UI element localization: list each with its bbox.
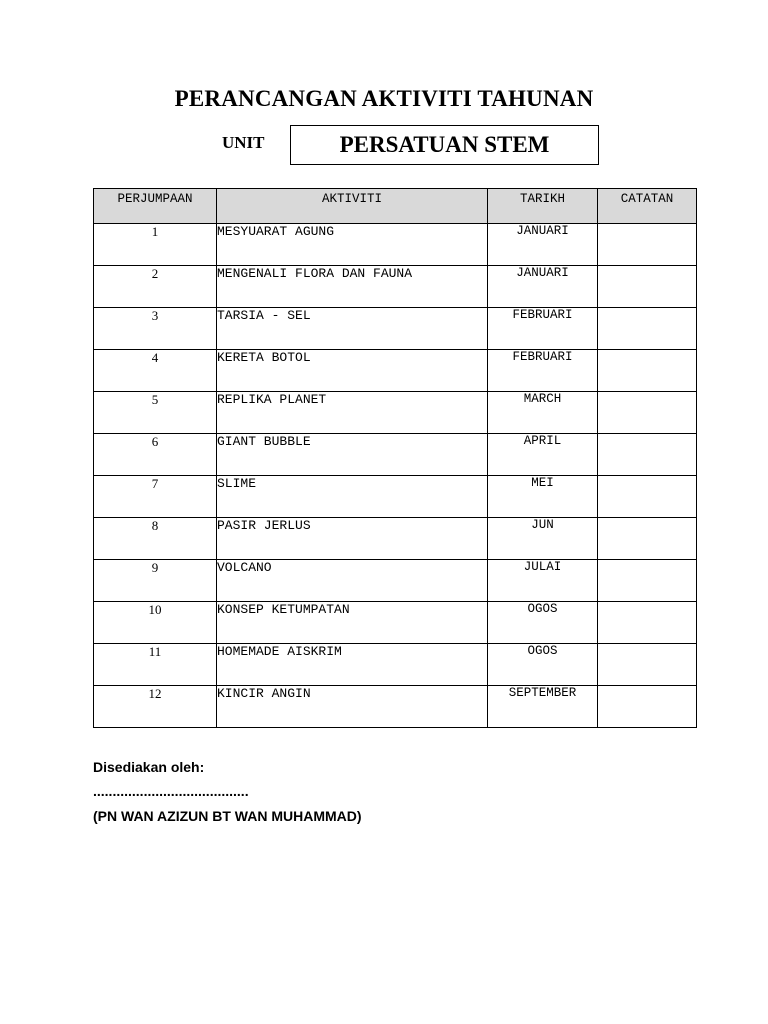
header-tarikh: TARIKH [488, 189, 598, 224]
meeting-number: 5 [94, 392, 217, 434]
table-header-row [94, 189, 697, 224]
meeting-number: 2 [94, 266, 217, 308]
activity-name: REPLIKA PLANET [217, 392, 488, 434]
activity-name: SLIME [217, 476, 488, 518]
meeting-number: 9 [94, 560, 217, 602]
activity-name: GIANT BUBBLE [217, 434, 488, 476]
activity-note [598, 266, 697, 308]
table-row [94, 350, 697, 392]
table-row [94, 266, 697, 308]
table-row [94, 434, 697, 476]
table-row [94, 686, 697, 728]
header-catatan: CATATAN [598, 189, 697, 224]
activity-note [598, 350, 697, 392]
meeting-number: 11 [94, 644, 217, 686]
signature-line: ........................................ [93, 783, 249, 799]
meeting-number: 10 [94, 602, 217, 644]
unit-name: PERSATUAN STEM [339, 132, 550, 157]
prepared-by-label: Disediakan oleh: [93, 759, 205, 775]
activity-date: MARCH [488, 392, 598, 434]
activity-date: OGOS [488, 602, 598, 644]
activity-date: JULAI [488, 560, 598, 602]
activity-name: TARSIA - SEL [217, 308, 488, 350]
activity-note [598, 560, 697, 602]
activity-date: JUN [488, 518, 598, 560]
activity-plan-table [93, 188, 697, 728]
meeting-number: 3 [94, 308, 217, 350]
activity-note [598, 224, 697, 266]
activity-date: MEI [488, 476, 598, 518]
page-title: PERANCANGAN AKTIVITI TAHUNAN [174, 86, 594, 111]
activity-date: SEPTEMBER [488, 686, 598, 728]
unit-label: UNIT [222, 133, 265, 152]
table-row [94, 560, 697, 602]
meeting-number: 4 [94, 350, 217, 392]
activity-name: MESYUARAT AGUNG [217, 224, 488, 266]
table-row [94, 308, 697, 350]
table-row [94, 392, 697, 434]
preparer-name: (PN WAN AZIZUN BT WAN MUHAMMAD) [93, 808, 362, 824]
activity-note [598, 434, 697, 476]
activity-date: OGOS [488, 644, 598, 686]
table-row [94, 602, 697, 644]
activity-note [598, 476, 697, 518]
activity-date: JANUARI [488, 224, 598, 266]
activity-note [598, 644, 697, 686]
activity-name: KERETA BOTOL [217, 350, 488, 392]
unit-name-box [290, 125, 599, 165]
activity-name: PASIR JERLUS [217, 518, 488, 560]
table-row [94, 224, 697, 266]
meeting-number: 6 [94, 434, 217, 476]
activity-date: APRIL [488, 434, 598, 476]
activity-date: JANUARI [488, 266, 598, 308]
table-row [94, 644, 697, 686]
activity-note [598, 518, 697, 560]
meeting-number: 8 [94, 518, 217, 560]
activity-name: VOLCANO [217, 560, 488, 602]
header-aktiviti: AKTIVITI [217, 189, 488, 224]
meeting-number: 7 [94, 476, 217, 518]
table-row [94, 476, 697, 518]
table-row [94, 518, 697, 560]
activity-note [598, 308, 697, 350]
activity-date: FEBRUARI [488, 350, 598, 392]
activity-name: KONSEP KETUMPATAN [217, 602, 488, 644]
activity-date: FEBRUARI [488, 308, 598, 350]
header-perjumpaan: PERJUMPAAN [94, 189, 217, 224]
activity-note [598, 392, 697, 434]
activity-name: MENGENALI FLORA DAN FAUNA [217, 266, 488, 308]
activity-name: KINCIR ANGIN [217, 686, 488, 728]
activity-note [598, 602, 697, 644]
activity-note [598, 686, 697, 728]
activity-name: HOMEMADE AISKRIM [217, 644, 488, 686]
meeting-number: 1 [94, 224, 217, 266]
meeting-number: 12 [94, 686, 217, 728]
